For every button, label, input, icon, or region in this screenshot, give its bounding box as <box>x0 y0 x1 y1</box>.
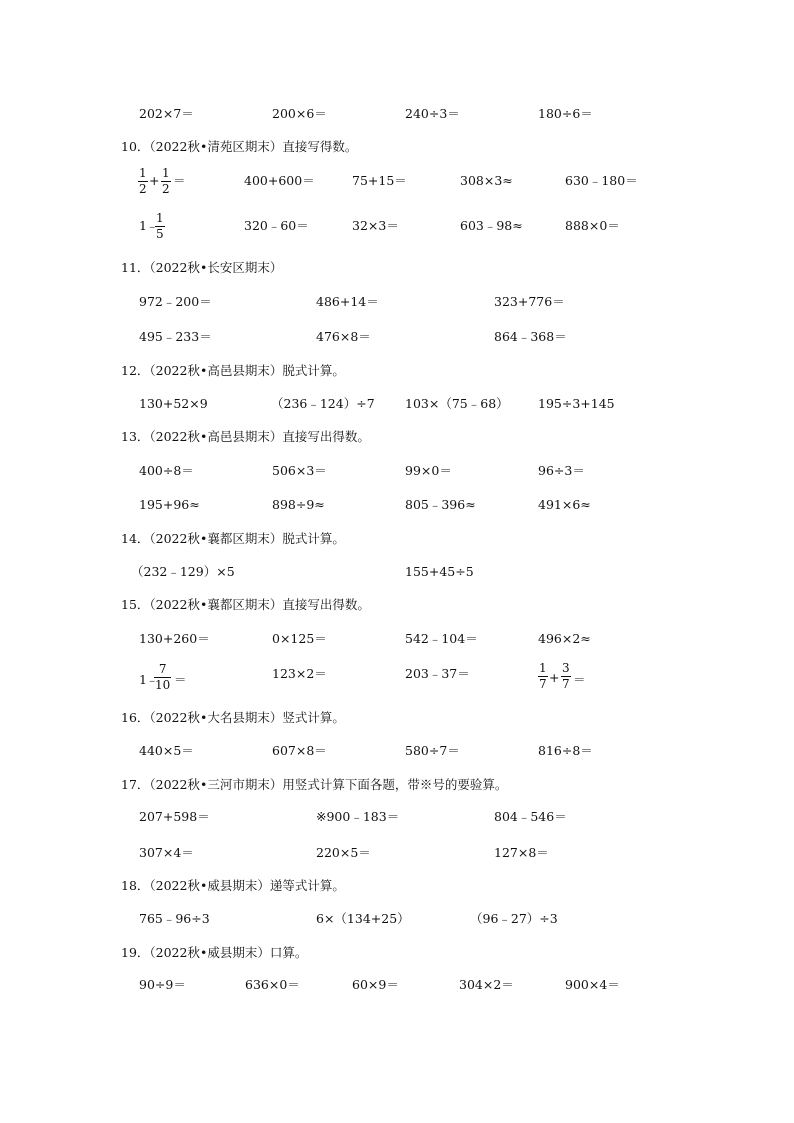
expr-155p45div5: 155+45÷5 <box>405 564 474 579</box>
problem-506x3: 506×3＝ <box>272 463 327 478</box>
problem-127x8: 127×8＝ <box>494 845 549 860</box>
plus-sign: + <box>149 173 160 188</box>
problem-972m200: 972﹣200＝ <box>139 294 212 309</box>
minus-sign: ﹣ <box>146 218 159 233</box>
fraction-one-fifth: 1 5 <box>156 211 164 241</box>
question-19-title: 19．（2022秋•威县期末）口算。 <box>121 945 308 960</box>
problem-864m368: 864﹣368＝ <box>494 329 567 344</box>
expr-130p52x9: 130+52×9 <box>139 396 208 411</box>
problem-308x3: 308×3≈ <box>460 173 513 188</box>
problem-202x7: 202×7＝ <box>139 106 194 121</box>
problem-900m183: ※900﹣183＝ <box>316 809 400 824</box>
equals-sign: ＝ <box>173 173 186 188</box>
problem-75p15: 75+15＝ <box>352 173 407 188</box>
fraction-one-seventh: 1 7 <box>539 661 547 691</box>
question-13-title: 13．（2022秋•高邑县期末）直接写出得数。 <box>121 429 370 444</box>
question-16-title: 16．（2022秋•大名县期末）竖式计算。 <box>121 710 345 725</box>
problem-60x9: 60×9＝ <box>352 977 399 992</box>
problem-486p14: 486+14＝ <box>316 294 379 309</box>
problem-888x0: 888×0＝ <box>565 218 620 233</box>
question-14-title: 14．（2022秋•襄都区期末）脱式计算。 <box>121 531 345 546</box>
problem-130p260: 130+260＝ <box>139 631 210 646</box>
fraction-three-sevenths: 3 7 <box>562 661 570 691</box>
problem-220x5: 220×5＝ <box>316 845 371 860</box>
problem-816div8: 816÷8＝ <box>538 743 593 758</box>
question-15-title: 15．（2022秋•襄都区期末）直接写出得数。 <box>121 597 370 612</box>
fraction-one-half-b: 1 2 <box>162 166 170 196</box>
problem-476x8: 476×8＝ <box>316 329 371 344</box>
problem-240div3: 240÷3＝ <box>405 106 460 121</box>
problem-99x0: 99×0＝ <box>405 463 452 478</box>
problem-304x2: 304×2＝ <box>459 977 514 992</box>
fraction-seven-tenths: 7 10 <box>155 662 171 692</box>
problem-603m98: 603﹣98≈ <box>460 218 523 233</box>
mixed-whole-1: 1 <box>139 218 147 233</box>
equals-sign-b: ＝ <box>174 672 187 687</box>
question-17-title: 17．（2022秋•三河市期末）用竖式计算下面各题，带※号的要验算。 <box>121 777 508 792</box>
problem-495m233: 495﹣233＝ <box>139 329 212 344</box>
question-12-title: 12．（2022秋•高邑县期末）脱式计算。 <box>121 363 345 378</box>
problem-320m60: 320﹣60＝ <box>244 218 309 233</box>
expr-195div3p145: 195÷3+145 <box>538 396 615 411</box>
problem-607x8: 607×8＝ <box>272 743 327 758</box>
equals-sign-c: ＝ <box>573 672 586 687</box>
problem-400p600: 400+600＝ <box>244 173 315 188</box>
expr-765m96div3: 765﹣96÷3 <box>139 911 210 926</box>
problem-804m546: 804﹣546＝ <box>494 809 567 824</box>
problem-636x0: 636×0＝ <box>245 977 300 992</box>
problem-805m396: 805﹣396≈ <box>405 497 476 512</box>
fraction-one-half-a: 1 2 <box>139 166 147 196</box>
plus-sign-b: + <box>549 670 560 685</box>
question-18-title: 18．（2022秋•威县期末）递等式计算。 <box>121 878 345 893</box>
expr-232m129x5: （232﹣129）×5 <box>131 564 235 579</box>
expr-96m27div3: （96﹣27）÷3 <box>470 911 558 926</box>
problem-440x5: 440×5＝ <box>139 743 194 758</box>
problem-207p598: 207+598＝ <box>139 809 210 824</box>
problem-496x2: 496×2≈ <box>538 631 591 646</box>
problem-323p776: 323+776＝ <box>494 294 565 309</box>
problem-580div7: 580÷7＝ <box>405 743 460 758</box>
problem-123x2: 123×2＝ <box>272 666 327 681</box>
mixed-whole-1b: 1 <box>139 672 147 687</box>
question-10-title: 10．（2022秋•清苑区期末）直接写得数。 <box>121 139 358 154</box>
expr-6x134p25: 6×（134+25） <box>316 911 410 926</box>
problem-203m37: 203﹣37＝ <box>405 666 470 681</box>
problem-32x3: 32×3＝ <box>352 218 399 233</box>
problem-400div8: 400÷8＝ <box>139 463 194 478</box>
problem-96div3: 96÷3＝ <box>538 463 585 478</box>
problem-0x125: 0×125＝ <box>272 631 327 646</box>
expr-103x75m68: 103×（75﹣68） <box>405 396 509 411</box>
problem-200x6: 200×6＝ <box>272 106 327 121</box>
problem-307x4: 307×4＝ <box>139 845 194 860</box>
minus-sign-b: ﹣ <box>146 672 159 687</box>
problem-630m180: 630﹣180＝ <box>565 173 638 188</box>
problem-900x4: 900×4＝ <box>565 977 620 992</box>
problem-180div6: 180÷6＝ <box>538 106 593 121</box>
problem-90div9: 90÷9＝ <box>139 977 186 992</box>
problem-491x6: 491×6≈ <box>538 497 591 512</box>
problem-195p96: 195+96≈ <box>139 497 200 512</box>
problem-542m104: 542﹣104＝ <box>405 631 478 646</box>
question-11-title: 11．（2022秋•长安区期末） <box>121 260 283 275</box>
problem-898div9: 898÷9≈ <box>272 497 325 512</box>
expr-236m124div7: （236﹣124）÷7 <box>271 396 375 411</box>
